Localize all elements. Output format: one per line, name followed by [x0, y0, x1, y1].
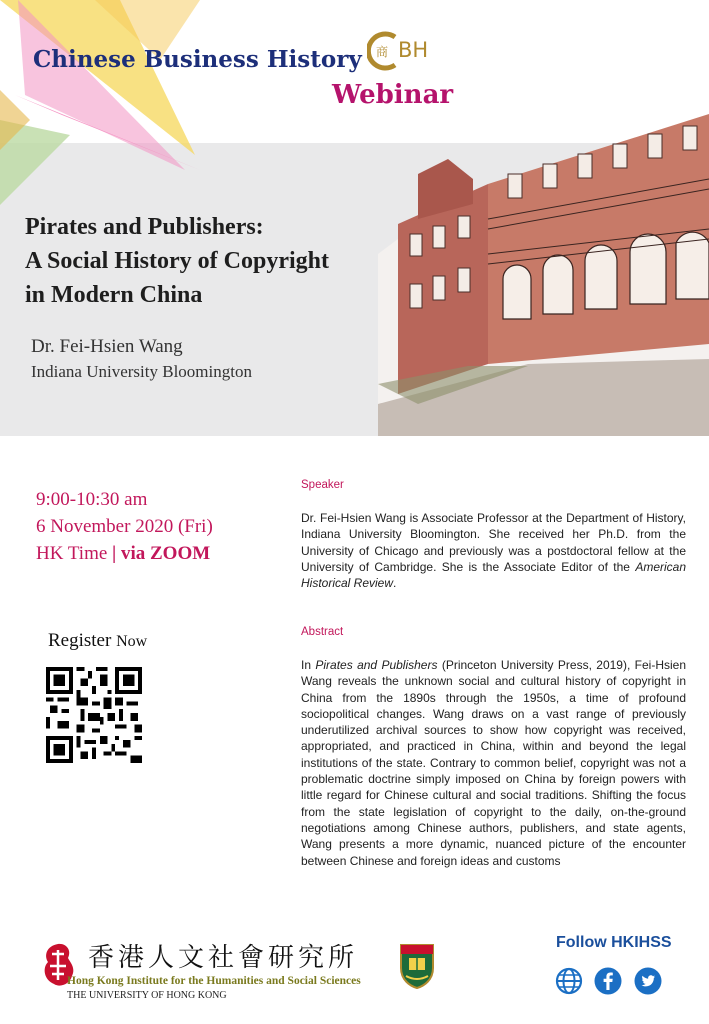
cbh-logo-char: 商 — [376, 45, 389, 59]
series-title: Chinese Business History — [33, 46, 362, 73]
talk-title — [25, 210, 395, 312]
speaker-bio-end: . — [393, 576, 397, 591]
schedule-block — [36, 486, 213, 567]
abstract-intro: In — [301, 658, 316, 672]
speaker-bio — [301, 510, 686, 591]
twitter-icon[interactable] — [634, 967, 662, 995]
register-label — [48, 630, 147, 652]
globe-icon[interactable] — [555, 967, 583, 995]
speaker-heading: Speaker — [301, 479, 344, 491]
register-text: Register — [48, 630, 112, 651]
webinar-label: Webinar — [332, 80, 454, 110]
event-timezone: HK Time — [36, 543, 108, 564]
abstract-book-title: Pirates and Publishers — [315, 658, 438, 672]
institute-english-name: Hong Kong Institute for the Humanities and Social Sciences — [67, 975, 361, 987]
speaker-bio-text: Dr. Fei-Hsien Wang is Associate Professor at the Department of History, Indiana University Bloomington. She received her Ph.D. from the University of Chicago and previously was a postdoctoral fellow at the University of Cambridge. She is the Associate Editor of the — [301, 511, 686, 574]
building-illustration — [378, 104, 709, 436]
event-platform: via ZOOM — [120, 543, 211, 564]
event-zone-line — [36, 540, 213, 567]
header-banner — [0, 0, 709, 436]
hku-crest-icon — [398, 942, 436, 990]
cbh-logo — [367, 28, 439, 74]
institute-chinese-name: 香港人文社會研究所 — [88, 943, 359, 973]
abstract-heading: Abstract — [301, 626, 344, 638]
register-now-text: Now — [116, 633, 148, 650]
speaker-name: Dr. Fei-Hsien Wang — [31, 336, 183, 357]
speaker-bio-journal: American Historical Review — [301, 559, 686, 591]
university-name: THE UNIVERSITY OF HONG KONG — [67, 990, 227, 1001]
speaker-affiliation: Indiana University Bloomington — [31, 362, 252, 381]
event-date: 6 November 2020 (Fri) — [36, 516, 213, 537]
talk-title-line-1: Pirates and Publishers: — [25, 214, 264, 240]
talk-title-line-2: A Social History of Copyright — [25, 248, 329, 274]
event-separator: | — [112, 543, 117, 564]
follow-label: Follow HKIHSS — [556, 934, 672, 951]
talk-title-line-3: in Modern China — [25, 282, 203, 308]
event-time: 9:00-10:30 am — [36, 489, 148, 510]
abstract-body — [301, 657, 686, 869]
registration-qr-code[interactable] — [46, 667, 142, 763]
cbh-logo-text: BH — [398, 38, 429, 62]
abstract-text: (Princeton University Press, 2019), Fei-Hsien Wang reveals the unknown social and cultural history of copyright in China from the 1890s through the 1950s, a time of profound sociopolitical changes. Wang draws on a vast range of previously underutilized archival sources to show how copyright was received, appropriated, and practiced in China, within and beyond the legal institutions of the state. Contrary to common belief, copyright was not a problematic doctrine simply imposed on China by foreign powers with little regard for Chinese cultural and social traditions. Shifting the focus from the state legislation of copyright to the daily, on-the-ground negotiations among Chinese authors, publishers, and state agents, Wang presents a more dynamic, nuanced picture of the encounter between Chinese and foreign ideas and customs — [301, 658, 686, 868]
facebook-icon[interactable] — [594, 967, 622, 995]
